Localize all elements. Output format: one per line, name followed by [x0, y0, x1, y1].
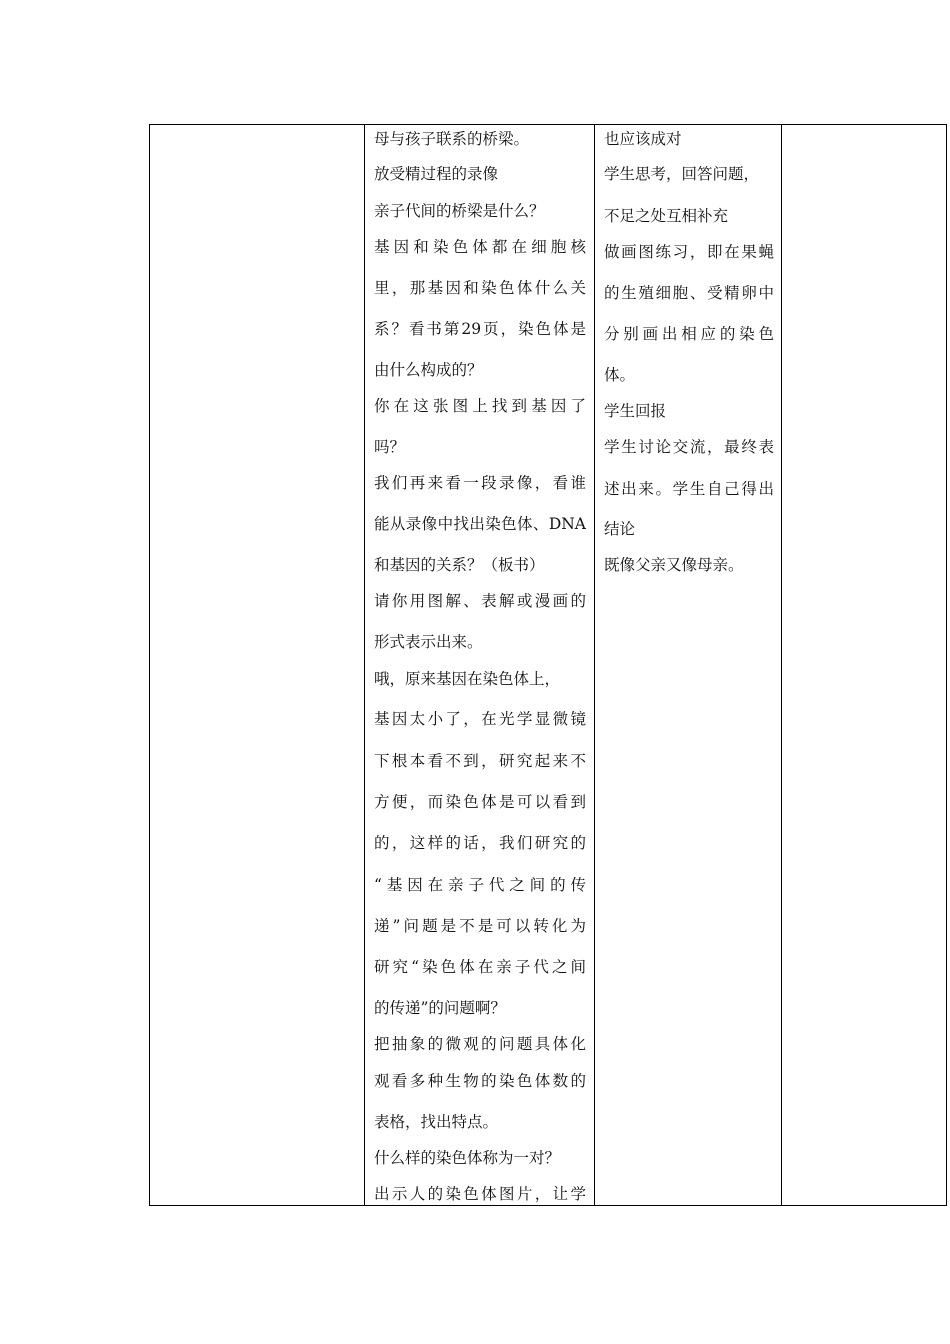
teacher-line: 下根本看不到，研究起来不: [374, 752, 586, 770]
student-activity-column: [595, 125, 782, 1205]
teacher-line: 哦，原来基因在染色体上，: [374, 670, 561, 688]
teacher-line: 把抽象的微观的问题具体化: [374, 1035, 586, 1053]
student-line: 学生思考，回答问题，: [604, 165, 760, 183]
teacher-line: 什么样的染色体称为一对？: [374, 1149, 561, 1167]
teacher-line: 能从录像中找出染色体、DNA: [374, 515, 586, 533]
student-line: 学生回报: [604, 402, 667, 420]
stage-column: [150, 125, 365, 1205]
teacher-line: 吗？: [374, 438, 406, 456]
lesson-plan-table: [149, 124, 947, 1206]
teacher-line: 观看多种生物的染色体数的: [374, 1072, 586, 1090]
teacher-line: 研究“染色体在亲子代之间: [374, 958, 586, 976]
teacher-line: 出示人的染色体图片，让学: [374, 1185, 586, 1203]
teacher-line: 母与孩子联系的桥梁。: [374, 130, 530, 148]
teacher-line: “基因在亲子代之间的传: [374, 876, 586, 894]
teacher-line: 基因和染色体都在细胞核: [374, 238, 586, 256]
student-line: 也应该成对: [604, 130, 682, 148]
student-line: 做画图练习，即在果蝇: [604, 243, 774, 261]
teacher-line: 方便，而染色体是可以看到: [374, 793, 586, 811]
student-line: 结论: [604, 520, 636, 538]
teacher-line: 和基因的关系？（板书）: [374, 556, 545, 574]
teacher-line: 的传递”的问题啊？: [374, 999, 506, 1017]
student-line: 的生殖细胞、受精卵中: [604, 284, 774, 302]
teacher-line: 亲子代间的桥梁是什么？: [374, 202, 545, 220]
student-line: 不足之处互相补充: [604, 207, 729, 225]
teacher-activity-column: [365, 125, 595, 1205]
teacher-line: 递”问题是不是可以转化为: [374, 917, 586, 935]
teacher-line: 放受精过程的录像: [374, 165, 499, 183]
student-line: 学生讨论交流，最终表: [604, 438, 774, 456]
student-line: 体。: [604, 366, 636, 384]
teacher-line: 请你用图解、表解或漫画的: [374, 592, 586, 610]
student-line: 分别画出相应的染色: [604, 325, 774, 343]
teacher-line: 系？看书第29页，染色体是: [374, 320, 586, 338]
teacher-line: 的，这样的话，我们研究的: [374, 834, 586, 852]
teacher-line: 我们再来看一段录像，看谁: [374, 474, 586, 492]
notes-column: [782, 125, 948, 1205]
student-line: 述出来。学生自己得出: [604, 480, 774, 498]
teacher-line: 你在这张图上找到基因了: [374, 397, 586, 415]
teacher-line: 表格，找出特点。: [374, 1113, 499, 1131]
teacher-line: 里，那基因和染色体什么关: [374, 279, 586, 297]
teacher-line: 由什么构成的？: [374, 361, 483, 379]
teacher-line: 基因太小了，在光学显微镜: [374, 710, 586, 728]
teacher-line: 形式表示出来。: [374, 633, 483, 651]
student-line: 既像父亲又像母亲。: [604, 556, 744, 574]
